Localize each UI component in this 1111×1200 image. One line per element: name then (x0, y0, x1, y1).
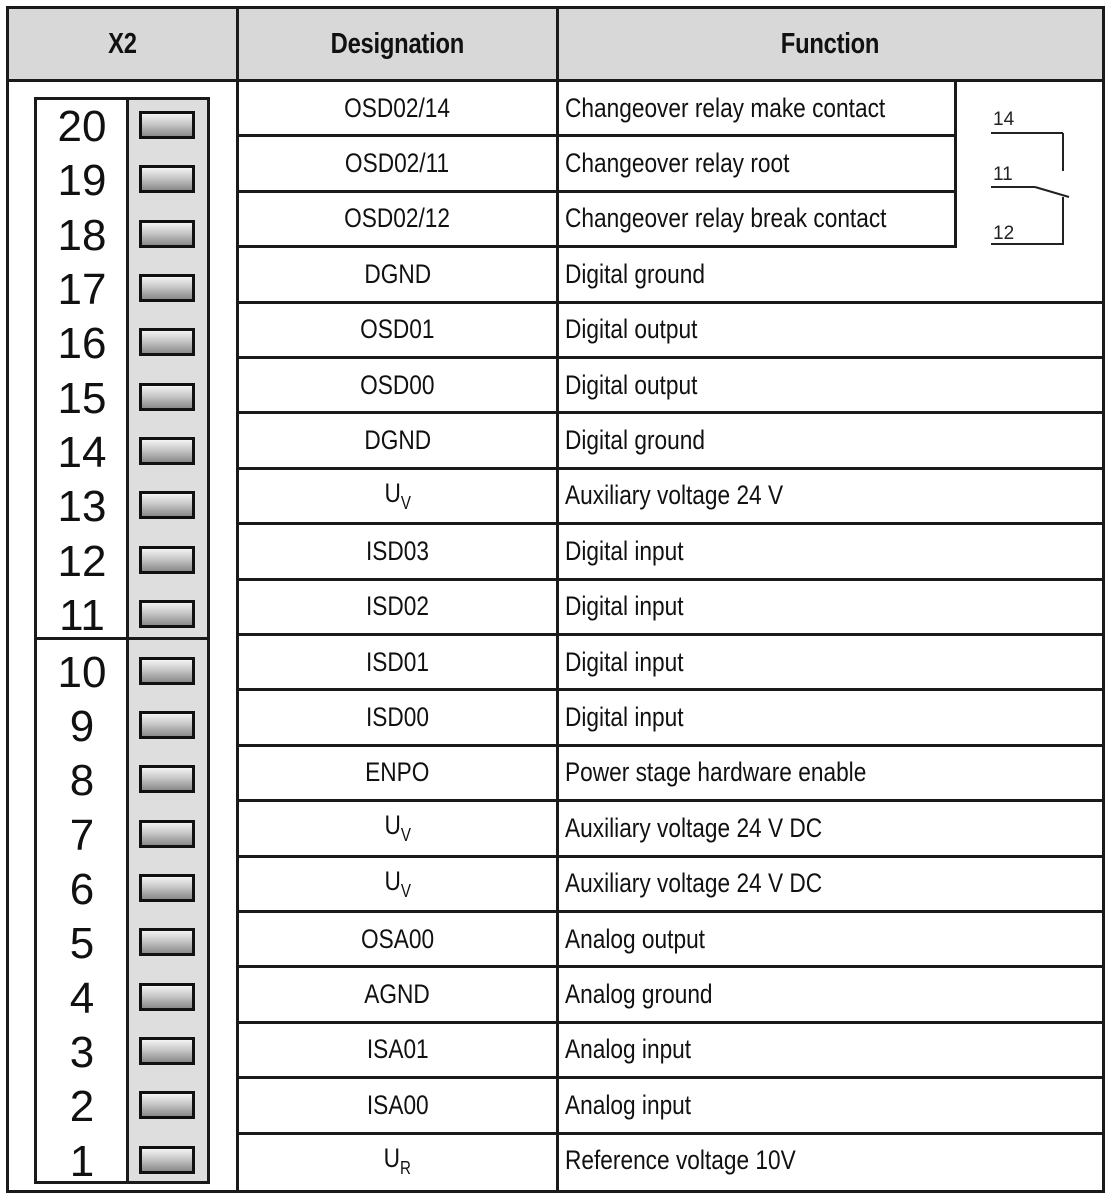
pin-number: 3 (69, 1027, 95, 1077)
terminal-block (34, 97, 210, 1184)
table-row (239, 691, 1102, 743)
designation-cell (239, 193, 556, 245)
function-text: Digital input (565, 535, 684, 566)
designation-text (384, 478, 410, 514)
function-text: Analog input (565, 1034, 692, 1065)
table-row (239, 304, 1102, 356)
designation-text (361, 924, 434, 955)
function-text: Digital output (565, 369, 698, 400)
designation-value: U (384, 477, 401, 508)
designation-value: U (384, 810, 401, 841)
terminal-pin (37, 477, 207, 530)
terminal-pin (37, 586, 207, 639)
designation-value: ISA01 (366, 1034, 429, 1065)
designation-cell (239, 636, 556, 688)
pin-number: 1 (69, 1136, 95, 1186)
designation-text (366, 647, 429, 678)
designation-cell (239, 304, 556, 356)
table-row (239, 747, 1102, 799)
function-text: Digital input (565, 646, 684, 677)
terminal-pin (37, 1132, 207, 1185)
table-row (239, 1079, 1102, 1131)
designation-cell (239, 137, 556, 189)
function-text: Changeover relay root (565, 148, 790, 179)
function-cell (565, 414, 1095, 466)
pin-number: 12 (57, 536, 107, 586)
pin-slot-icon (139, 820, 195, 848)
designation-cell (239, 968, 556, 1020)
pin-number: 9 (69, 701, 95, 751)
pin-slot-icon (139, 711, 195, 739)
relay-label-12: 12 (993, 223, 1015, 244)
designation-cell (239, 470, 556, 522)
function-text: Digital output (565, 314, 698, 345)
header-x2 (9, 9, 236, 79)
terminal-pin (37, 369, 207, 422)
designation-cell (239, 525, 556, 577)
pin-slot-icon (139, 111, 195, 139)
designation-value: OSD02/11 (345, 148, 450, 179)
pin-number: 10 (57, 647, 107, 697)
function-cell (565, 304, 1095, 356)
designation-cell (239, 248, 556, 300)
terminal-pin (37, 532, 207, 585)
table-row (239, 802, 1102, 854)
function-text: Analog ground (565, 979, 713, 1010)
designation-cell (239, 1135, 556, 1187)
terminal-pin (37, 969, 207, 1022)
function-cell (565, 913, 1095, 965)
table-row (239, 858, 1102, 910)
pinout-table (6, 6, 1105, 1193)
pin-number: 11 (59, 591, 105, 641)
function-cell (565, 1079, 1095, 1131)
designation-subscript: V (400, 492, 411, 513)
function-text: Analog input (565, 1089, 692, 1120)
designation-value: ISD01 (365, 646, 430, 677)
function-cell (565, 1024, 1095, 1076)
pin-number: 6 (69, 864, 95, 914)
designation-text (384, 1143, 411, 1179)
designation-cell (239, 691, 556, 743)
table-row (239, 470, 1102, 522)
designation-value: OSD01 (360, 314, 435, 345)
designation-cell (239, 82, 556, 134)
function-cell (565, 802, 1095, 854)
relay-icon (957, 83, 1102, 249)
designation-text (345, 203, 451, 234)
terminal-pin (37, 423, 207, 476)
function-text: Reference voltage 10V (565, 1145, 796, 1176)
pin-slot-icon (139, 328, 195, 356)
designation-value: ENPO (365, 757, 430, 788)
pin-number: 4 (69, 973, 95, 1023)
pin-slot-icon (139, 928, 195, 956)
pin-slot-icon (139, 600, 195, 628)
table-row (239, 1135, 1102, 1187)
pin-slot-icon (139, 274, 195, 302)
function-cell (565, 858, 1095, 910)
designation-text (365, 979, 431, 1010)
function-cell (565, 1135, 1095, 1187)
header-designation (239, 9, 556, 79)
header-designation-label: Designation (330, 27, 465, 60)
table-row (239, 1024, 1102, 1076)
table-row (239, 581, 1102, 633)
terminal-pin (37, 1077, 207, 1130)
pin-number: 7 (69, 810, 95, 860)
designation-text (360, 314, 434, 345)
designation-text (364, 259, 431, 290)
terminal-pin (37, 751, 207, 804)
terminal-pin (37, 860, 207, 913)
pin-slot-icon (139, 1037, 195, 1065)
designation-cell (239, 802, 556, 854)
designation-subscript: V (400, 880, 411, 901)
function-text: Auxiliary voltage 24 V DC (565, 868, 823, 899)
designation-text (366, 591, 429, 622)
function-text: Digital input (565, 702, 684, 733)
function-text: Digital ground (565, 425, 705, 456)
function-cell (565, 525, 1095, 577)
terminal-pin (37, 1023, 207, 1076)
pin-slot-icon (139, 874, 195, 902)
pin-number: 15 (57, 373, 107, 423)
designation-value: AGND (364, 979, 431, 1010)
designation-value: ISD03 (365, 535, 430, 566)
designation-value: DGND (364, 258, 431, 289)
terminal-pin (37, 260, 207, 313)
relay-label-11: 11 (993, 164, 1013, 185)
designation-text (384, 810, 410, 846)
table-row (239, 414, 1102, 466)
designation-value: OSD02/12 (344, 203, 451, 234)
function-cell (565, 691, 1095, 743)
function-text: Changeover relay break contact (565, 203, 887, 234)
pin-number: 2 (69, 1082, 95, 1132)
terminal-pin (37, 314, 207, 367)
terminal-pin (37, 697, 207, 750)
designation-cell (239, 1024, 556, 1076)
header-function-label: Function (781, 27, 880, 60)
designation-value: OSD00 (360, 369, 435, 400)
terminal-pin (37, 97, 207, 150)
terminal-pin (37, 914, 207, 967)
designation-value: DGND (364, 425, 431, 456)
designation-cell (239, 747, 556, 799)
function-text: Auxiliary voltage 24 V DC (565, 812, 823, 843)
table-row (239, 359, 1102, 411)
designation-value: ISD00 (365, 702, 430, 733)
designation-cell (239, 581, 556, 633)
function-cell (565, 248, 1095, 300)
function-cell (565, 581, 1095, 633)
header-function (559, 9, 1102, 79)
pin-slot-icon (139, 1091, 195, 1119)
table-row (239, 913, 1102, 965)
designation-cell (239, 414, 556, 466)
designation-cell (239, 858, 556, 910)
pin-number: 16 (57, 319, 107, 369)
function-cell (565, 470, 1095, 522)
function-text: Power stage hardware enable (565, 757, 867, 788)
pin-number: 18 (57, 210, 107, 260)
pin-slot-icon (139, 765, 195, 793)
designation-text (345, 93, 451, 124)
pin-slot-icon (139, 437, 195, 465)
terminal-pin (37, 151, 207, 204)
function-text: Analog output (565, 923, 705, 954)
table-row (239, 636, 1102, 688)
pin-slot-icon (139, 1146, 195, 1174)
pin-number: 13 (57, 482, 107, 532)
designation-value: ISA00 (366, 1089, 429, 1120)
pin-number: 19 (57, 156, 107, 206)
relay-contact-symbol (957, 83, 1102, 249)
pin-number: 5 (69, 919, 95, 969)
header-x2-label: X2 (108, 27, 137, 60)
terminal-pin (37, 206, 207, 259)
table-row (239, 968, 1102, 1020)
function-cell (565, 968, 1095, 1020)
pin-slot-icon (139, 383, 195, 411)
designation-text (367, 1090, 429, 1121)
terminal-pin (37, 806, 207, 859)
designation-text (365, 757, 429, 788)
designation-text (384, 866, 410, 902)
relay-label-14: 14 (993, 109, 1015, 130)
pin-slot-icon (139, 220, 195, 248)
function-text: Changeover relay make contact (565, 92, 886, 123)
terminal-pin (37, 643, 207, 696)
function-cell (565, 747, 1095, 799)
designation-cell (239, 913, 556, 965)
designation-value: OSD02/14 (344, 92, 451, 123)
designation-text (366, 536, 429, 567)
designation-text (364, 425, 431, 456)
pin-number: 8 (69, 756, 95, 806)
pin-number: 14 (57, 428, 107, 478)
pin-slot-icon (139, 491, 195, 519)
designation-cell (239, 359, 556, 411)
designation-value: OSA00 (360, 923, 435, 954)
designation-value: U (383, 1142, 401, 1173)
designation-text (367, 1034, 429, 1065)
pin-number: 17 (57, 265, 107, 315)
pin-number: 20 (57, 102, 107, 151)
pin-slot-icon (139, 983, 195, 1011)
table-row (239, 525, 1102, 577)
table-row (239, 248, 1102, 300)
designation-text (366, 702, 429, 733)
designation-subscript: R (400, 1157, 412, 1178)
function-cell (565, 636, 1095, 688)
function-cell (565, 359, 1095, 411)
designation-subscript: V (400, 825, 411, 846)
designation-cell (239, 1079, 556, 1131)
pin-slot-icon (139, 165, 195, 193)
function-text: Digital ground (565, 258, 705, 289)
pin-slot-icon (139, 546, 195, 574)
designation-text (360, 370, 434, 401)
function-text: Auxiliary voltage 24 V (565, 480, 784, 511)
designation-value: U (384, 865, 401, 896)
pin-slot-icon (139, 657, 195, 685)
designation-value: ISD02 (365, 591, 430, 622)
function-text: Digital input (565, 591, 684, 622)
designation-text (345, 148, 449, 179)
